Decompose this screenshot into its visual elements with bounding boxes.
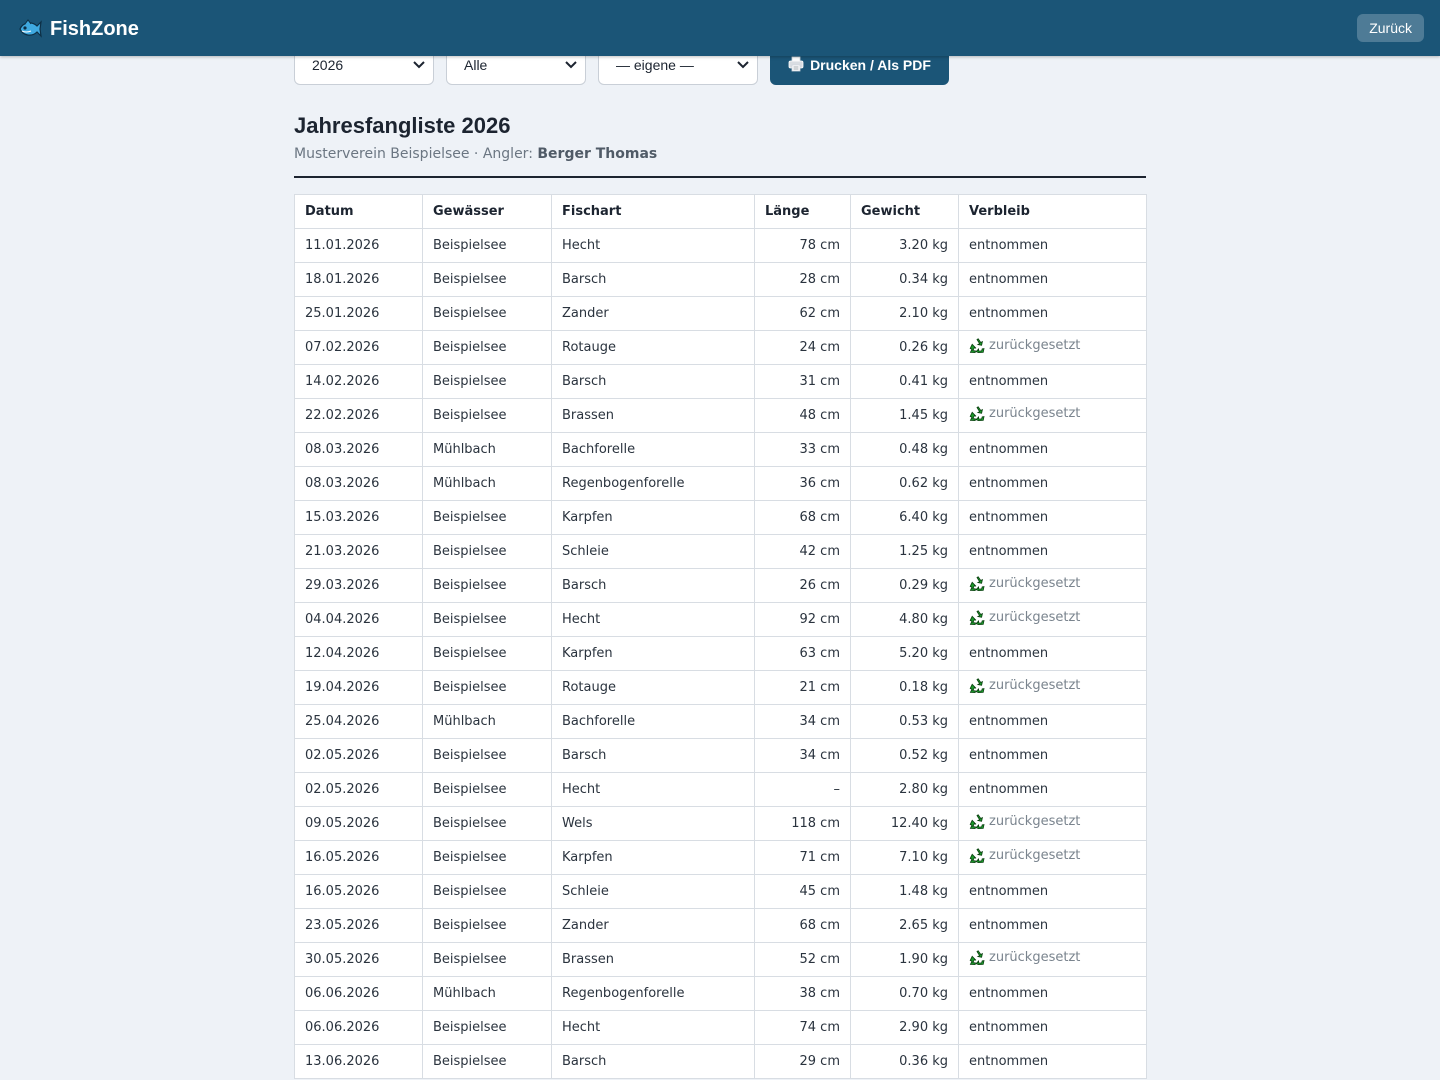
cell-date: 16.05.2026 [295,875,423,909]
released-status [969,950,1080,966]
cell-species: Regenbogenforelle [552,467,755,501]
table-row [295,943,1147,977]
angler-label: Angler: [482,146,533,162]
cell-species: Brassen [552,943,755,977]
cell-fate: entnommen [959,501,1147,535]
cell-fate: entnommen [959,1011,1147,1045]
back-button[interactable]: Zurück [1357,14,1424,42]
cell-species: Barsch [552,263,755,297]
cell-weight: 0.41 kg [851,365,959,399]
cell-species: Regenbogenforelle [552,977,755,1011]
cell-date: 29.03.2026 [295,569,423,603]
cell-weight: 1.25 kg [851,535,959,569]
cell-length: 63 cm [755,637,851,671]
table-row [295,365,1147,399]
cell-date: 02.05.2026 [295,739,423,773]
fish-icon [18,18,42,40]
cell-water: Beispielsee [423,331,552,365]
cell-length: 118 cm [755,807,851,841]
cell-weight: 1.45 kg [851,399,959,433]
released-status [969,576,1080,592]
water-select-value: Alle [464,57,488,73]
cell-species: Zander [552,297,755,331]
cell-water: Beispielsee [423,1011,552,1045]
cell-weight: 1.48 kg [851,875,959,909]
cell-water: Beispielsee [423,399,552,433]
released-status [969,814,1080,830]
cell-species: Karpfen [552,501,755,535]
table-row [295,671,1147,705]
cell-fate [959,399,1147,433]
cell-species: Barsch [552,569,755,603]
cell-fate [959,331,1147,365]
cell-weight: 6.40 kg [851,501,959,535]
angler-select-value: — eigene — [616,57,694,73]
cell-length: 78 cm [755,229,851,263]
cell-date: 30.05.2026 [295,943,423,977]
cell-weight: 0.36 kg [851,1045,959,1079]
app-name: FishZone [50,17,139,40]
catch-table [294,194,1147,1079]
cell-fate: entnommen [959,467,1147,501]
cell-species: Hecht [552,1011,755,1045]
table-row [295,1045,1147,1079]
table-row [295,977,1147,1011]
table-row [295,433,1147,467]
cell-water: Beispielsee [423,875,552,909]
cell-water: Beispielsee [423,671,552,705]
table-row [295,1011,1147,1045]
fate-label: zurückgesetzt [989,610,1081,625]
cell-length: 45 cm [755,875,851,909]
table-row [295,807,1147,841]
cell-date: 25.04.2026 [295,705,423,739]
cell-length: 42 cm [755,535,851,569]
cell-weight: 0.34 kg [851,263,959,297]
table-header-row [295,195,1147,229]
table-row [295,705,1147,739]
recycle-icon [969,848,985,864]
cell-length: 92 cm [755,603,851,637]
cell-water: Mühlbach [423,467,552,501]
club-name: Musterverein Beispielsee [294,146,470,162]
top-navigation-bar [0,0,1440,56]
column-header-species[interactable]: Fischart [552,195,755,229]
cell-water: Beispielsee [423,297,552,331]
cell-length: 34 cm [755,705,851,739]
cell-water: Beispielsee [423,501,552,535]
cell-water: Beispielsee [423,603,552,637]
cell-length: 52 cm [755,943,851,977]
cell-water: Beispielsee [423,229,552,263]
cell-weight: 12.40 kg [851,807,959,841]
cell-species: Wels [552,807,755,841]
fate-label: zurückgesetzt [989,576,1081,591]
cell-fate: entnommen [959,433,1147,467]
cell-length: 33 cm [755,433,851,467]
cell-species: Zander [552,909,755,943]
cell-species: Karpfen [552,841,755,875]
cell-weight: 7.10 kg [851,841,959,875]
recycle-icon [969,576,985,592]
cell-species: Schleie [552,535,755,569]
cell-water: Beispielsee [423,943,552,977]
column-header-water[interactable]: Gewässer [423,195,552,229]
cell-date: 12.04.2026 [295,637,423,671]
cell-water: Beispielsee [423,263,552,297]
cell-species: Hecht [552,603,755,637]
cell-water: Beispielsee [423,637,552,671]
released-status [969,406,1080,422]
cell-species: Barsch [552,365,755,399]
cell-fate: entnommen [959,977,1147,1011]
cell-fate: entnommen [959,909,1147,943]
cell-length: 68 cm [755,501,851,535]
cell-species: Hecht [552,773,755,807]
divider [294,176,1146,178]
cell-date: 09.05.2026 [295,807,423,841]
cell-date: 22.02.2026 [295,399,423,433]
cell-fate: entnommen [959,297,1147,331]
cell-fate [959,603,1147,637]
recycle-icon [969,406,985,422]
cell-water: Beispielsee [423,909,552,943]
cell-date: 19.04.2026 [295,671,423,705]
chevron-down-icon [737,61,749,69]
table-row [295,535,1147,569]
cell-water: Mühlbach [423,433,552,467]
fate-label: zurückgesetzt [989,814,1081,829]
cell-water: Mühlbach [423,977,552,1011]
cell-species: Rotauge [552,331,755,365]
cell-species: Barsch [552,739,755,773]
cell-weight: 0.62 kg [851,467,959,501]
cell-weight: 1.90 kg [851,943,959,977]
cell-water: Beispielsee [423,773,552,807]
cell-date: 06.06.2026 [295,1011,423,1045]
cell-date: 13.06.2026 [295,1045,423,1079]
cell-weight: 2.80 kg [851,773,959,807]
cell-fate: entnommen [959,773,1147,807]
cell-weight: 2.90 kg [851,1011,959,1045]
table-row [295,841,1147,875]
recycle-icon [969,814,985,830]
cell-fate [959,569,1147,603]
cell-date: 11.01.2026 [295,229,423,263]
cell-weight: 2.65 kg [851,909,959,943]
cell-weight: 3.20 kg [851,229,959,263]
cell-fate: entnommen [959,535,1147,569]
cell-weight: 0.53 kg [851,705,959,739]
cell-length: 62 cm [755,297,851,331]
table-row [295,263,1147,297]
released-status [969,610,1080,626]
separator: · [469,146,483,162]
cell-species: Bachforelle [552,705,755,739]
table-row [295,569,1147,603]
cell-date: 15.03.2026 [295,501,423,535]
cell-length: 31 cm [755,365,851,399]
cell-weight: 5.20 kg [851,637,959,671]
released-status [969,338,1080,354]
fate-label: zurückgesetzt [989,678,1081,693]
cell-date: 18.01.2026 [295,263,423,297]
cell-length: 71 cm [755,841,851,875]
cell-species: Barsch [552,1045,755,1079]
cell-date: 07.02.2026 [295,331,423,365]
table-row [295,229,1147,263]
cell-water: Mühlbach [423,705,552,739]
table-row [295,331,1147,365]
table-row [295,399,1147,433]
cell-water: Beispielsee [423,807,552,841]
recycle-icon [969,338,985,354]
cell-water: Beispielsee [423,535,552,569]
cell-species: Schleie [552,875,755,909]
cell-date: 08.03.2026 [295,433,423,467]
cell-fate: entnommen [959,1045,1147,1079]
recycle-icon [969,950,985,966]
table-row [295,875,1147,909]
cell-fate: entnommen [959,229,1147,263]
cell-date: 16.05.2026 [295,841,423,875]
cell-length: 29 cm [755,1045,851,1079]
cell-length: 34 cm [755,739,851,773]
brand[interactable] [18,15,139,43]
cell-length: 38 cm [755,977,851,1011]
table-row [295,909,1147,943]
fate-label: zurückgesetzt [989,848,1081,863]
cell-date: 23.05.2026 [295,909,423,943]
fate-label: zurückgesetzt [989,338,1081,353]
cell-fate: entnommen [959,263,1147,297]
cell-weight: 0.48 kg [851,433,959,467]
chevron-down-icon [565,61,577,69]
cell-length: 24 cm [755,331,851,365]
cell-length: 48 cm [755,399,851,433]
chevron-down-icon [413,61,425,69]
cell-fate: entnommen [959,705,1147,739]
report-subtitle [294,144,1146,164]
year-select-value: 2026 [312,57,344,73]
cell-weight: 0.29 kg [851,569,959,603]
cell-date: 14.02.2026 [295,365,423,399]
print-button-label: Drucken / Als PDF [810,57,931,73]
cell-length: 21 cm [755,671,851,705]
cell-length: 28 cm [755,263,851,297]
cell-species: Bachforelle [552,433,755,467]
cell-fate [959,807,1147,841]
cell-length: 74 cm [755,1011,851,1045]
angler-name: Berger Thomas [537,146,658,162]
table-row [295,603,1147,637]
table-row [295,637,1147,671]
cell-water: Beispielsee [423,365,552,399]
report [294,112,1146,1079]
released-status [969,848,1080,864]
cell-species: Hecht [552,229,755,263]
column-header-date[interactable]: Datum [295,195,423,229]
cell-species: Rotauge [552,671,755,705]
table-row [295,773,1147,807]
cell-length: 36 cm [755,467,851,501]
cell-weight: 0.70 kg [851,977,959,1011]
printer-icon [788,56,804,75]
cell-water: Beispielsee [423,841,552,875]
cell-length: – [755,773,851,807]
cell-fate: entnommen [959,637,1147,671]
cell-weight: 0.52 kg [851,739,959,773]
cell-fate [959,841,1147,875]
cell-fate: entnommen [959,739,1147,773]
released-status [969,678,1080,694]
cell-weight: 2.10 kg [851,297,959,331]
table-row [295,467,1147,501]
column-header-fate[interactable]: Verbleib [959,195,1147,229]
cell-date: 25.01.2026 [295,297,423,331]
cell-species: Brassen [552,399,755,433]
cell-fate [959,943,1147,977]
cell-species: Karpfen [552,637,755,671]
cell-weight: 4.80 kg [851,603,959,637]
column-header-weight[interactable]: Gewicht [851,195,959,229]
cell-water: Beispielsee [423,739,552,773]
cell-date: 04.04.2026 [295,603,423,637]
cell-date: 08.03.2026 [295,467,423,501]
cell-fate [959,671,1147,705]
table-row [295,297,1147,331]
cell-length: 26 cm [755,569,851,603]
cell-weight: 0.26 kg [851,331,959,365]
cell-weight: 0.18 kg [851,671,959,705]
cell-fate: entnommen [959,875,1147,909]
cell-date: 06.06.2026 [295,977,423,1011]
recycle-icon [969,678,985,694]
cell-fate: entnommen [959,365,1147,399]
cell-date: 02.05.2026 [295,773,423,807]
recycle-icon [969,610,985,626]
fate-label: zurückgesetzt [989,406,1081,421]
table-row [295,739,1147,773]
cell-length: 68 cm [755,909,851,943]
fate-label: zurückgesetzt [989,950,1081,965]
cell-water: Beispielsee [423,1045,552,1079]
column-header-length[interactable]: Länge [755,195,851,229]
page-title: Jahresfangliste 2026 [294,113,511,138]
cell-date: 21.03.2026 [295,535,423,569]
cell-water: Beispielsee [423,569,552,603]
table-row [295,501,1147,535]
